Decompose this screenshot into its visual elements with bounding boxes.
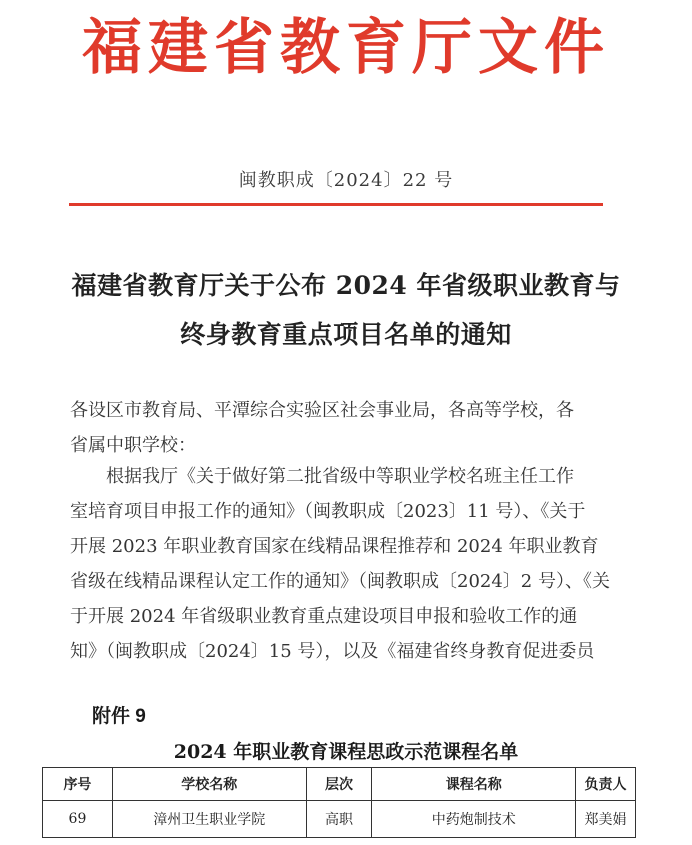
- addressee-line: 各设区市教育局、平潭综合实验区社会事业局，各高等学校，各: [70, 400, 574, 421]
- masthead-title: 福建省教育厅文件: [82, 13, 610, 83]
- column-header-course: 课程名称: [372, 768, 576, 801]
- column-header-index: 序号: [43, 768, 113, 801]
- addressee-line: 省属中职学校：: [70, 435, 196, 456]
- body-line: 于开展 2024 年省级职业教育重点建设项目申报和验收工作的通: [70, 606, 578, 627]
- table-header-row: [43, 768, 636, 801]
- body-line: 知》（闽教职成〔2024〕15 号），以及《福建省终身教育促进委员: [70, 641, 595, 662]
- column-header-level: 层次: [306, 768, 372, 801]
- notice-title-line-1: 福建省教育厅关于公布 2024 年省级职业教育与: [71, 271, 621, 300]
- attachment-label: 附件 9: [92, 706, 146, 727]
- body-line: 室培育项目申报工作的通知》（闽教职成〔2023〕11 号）、《关于: [70, 501, 586, 522]
- document-number: 闽教职成〔2024〕22 号: [238, 170, 454, 191]
- notice-title-line-2: 终身教育重点项目名单的通知: [180, 320, 512, 349]
- list-title: 2024 年职业教育课程思政示范课程名单: [173, 741, 519, 763]
- table-row: [43, 801, 636, 838]
- cell-course: 中药炮制技术: [372, 801, 576, 838]
- red-divider-line: [69, 203, 603, 206]
- body-paragraph: [70, 459, 610, 669]
- column-header-school: 学校名称: [112, 768, 306, 801]
- cell-index: 69: [43, 801, 113, 838]
- body-line: 根据我厅《关于做好第二批省级中等职业学校名班主任工作: [106, 466, 574, 487]
- column-header-lead: 负责人: [576, 768, 636, 801]
- body-line: 开展 2023 年职业教育国家在线精品课程推荐和 2024 年职业教育: [70, 536, 599, 557]
- cell-level: 高职: [306, 801, 372, 838]
- cell-school: 漳州卫生职业学院: [112, 801, 306, 838]
- course-list-table: [42, 767, 636, 838]
- cell-lead: 郑美娟: [576, 801, 636, 838]
- addressee-paragraph: [70, 393, 610, 463]
- body-line: 省级在线精品课程认定工作的通知》（闽教职成〔2024〕2 号）、《关: [70, 571, 610, 592]
